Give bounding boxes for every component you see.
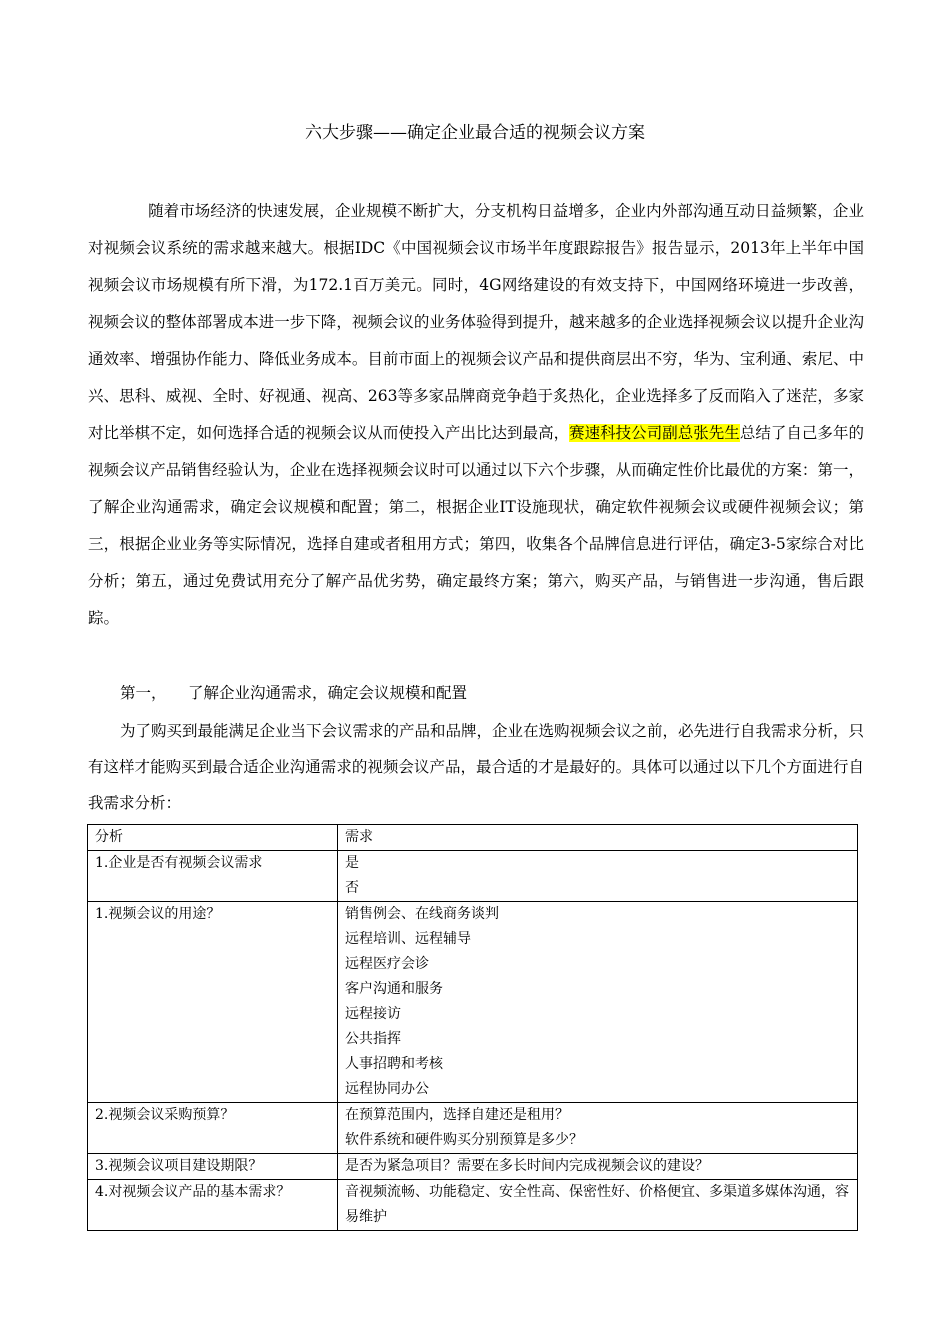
section-heading [120, 680, 467, 706]
need-item: 公共指挥 [345, 1031, 401, 1047]
need-item: 在预算范围内，选择自建还是租用？ [345, 1107, 569, 1123]
needs-analysis-table [87, 824, 858, 1231]
analysis-cell: 1.视频会议的用途？ [88, 902, 338, 1103]
need-item: 软件系统和硬件购买分别预算是多少？ [345, 1132, 583, 1148]
need-item: 远程医疗会诊 [345, 956, 429, 972]
table-row [88, 851, 858, 902]
section-title: 了解企业沟通需求，确定会议规模和配置 [188, 684, 468, 702]
section-intro-text: 为了购买到最能满足企业当下会议需求的产品和品牌，企业在选购视频会议之前，必先进行自我需求分析，只有这样才能购买到最合适企业沟通需求的视频会议产品，最合适的才是最好的。具体可以通过以下几个方面进行自我需求分析： [88, 722, 865, 812]
section-intro-paragraph [88, 713, 864, 821]
section-number: 第一， [120, 684, 167, 702]
need-item: 远程培训、远程辅导 [345, 931, 471, 947]
needs-cell [338, 1103, 858, 1154]
needs-cell [338, 902, 858, 1103]
intro-paragraph [88, 193, 864, 637]
header-analysis: 分析 [88, 825, 338, 851]
analysis-cell: 2.视频会议采购预算？ [88, 1103, 338, 1154]
need-item: 远程协同办公 [345, 1081, 429, 1097]
intro-text-before: 随着市场经济的快速发展，企业规模不断扩大，分支机构日益增多，企业内外部沟通互动日益频繁，企业对视频会议系统的需求越来越大。根据IDC《中国视频会议市场半年度跟踪报告》报告显示，2013年上半年中国视频会议市场规模有所下滑，为172.1百万美元。同时，4G网络建设的有效支持下，中国网络环境进一步改善，视频会议的整体部署成本进一步下降，视频会议的业务体验得到提升，越来越多的企业选择视频会议以提升企业沟通效率、增强协作能力、降低业务成本。目前市面上的视频会议产品和提供商层出不穷，华为、宝利通、索尼、中兴、思科、威视、全时、好视通、视高、263等多家品牌商竞争趋于炙热化，企业选择多了反而陷入了迷茫，多家对比举棋不定，如何选择合适的视频会议从而使投入产出比达到最高， [88, 202, 864, 442]
need-item: 音视频流畅、功能稳定、安全性高、保密性好、价格便宜、多渠道多媒体沟通，容易维护 [345, 1184, 849, 1225]
need-item: 是 [345, 855, 359, 871]
analysis-cell: 4.对视频会议产品的基本需求？ [88, 1180, 338, 1231]
table-row [88, 902, 858, 1103]
header-needs: 需求 [338, 825, 858, 851]
table-header-row [88, 825, 858, 851]
analysis-cell: 3.视频会议项目建设期限？ [88, 1154, 338, 1180]
need-item: 客户沟通和服务 [345, 981, 443, 997]
need-item: 否 [345, 880, 359, 896]
need-item: 人事招聘和考核 [345, 1056, 443, 1072]
needs-cell [338, 851, 858, 902]
table-row [88, 1154, 858, 1180]
intro-text-after: 总结了自己多年的视频会议产品销售经验认为，企业在选择视频会议时可以通过以下六个步骤，从而确定性价比最优的方案：第一，了解企业沟通需求，确定会议规模和配置；第二，根据企业IT设施现状，确定软件视频会议或硬件视频会议；第三，根据企业业务等实际情况，选择自建或者租用方式；第四，收集各个品牌信息进行评估，确定3-5家综合对比分析；第五，通过免费试用充分了解产品优劣势，确定最终方案；第六，购买产品，与销售进一步沟通，售后跟踪。 [88, 424, 864, 627]
table-row [88, 1103, 858, 1154]
need-item: 销售例会、在线商务谈判 [345, 906, 499, 922]
need-item: 是否为紧急项目？需要在多长时间内完成视频会议的建设？ [345, 1158, 709, 1174]
table-row [88, 1180, 858, 1231]
need-item: 远程接访 [345, 1006, 401, 1022]
needs-cell [338, 1180, 858, 1231]
highlighted-name: 赛速科技公司副总张先生 [569, 424, 740, 442]
document-title: 六大步骤——确定企业最合适的视频会议方案 [305, 123, 645, 143]
needs-cell [338, 1154, 858, 1180]
analysis-cell: 1.企业是否有视频会议需求 [88, 851, 338, 902]
